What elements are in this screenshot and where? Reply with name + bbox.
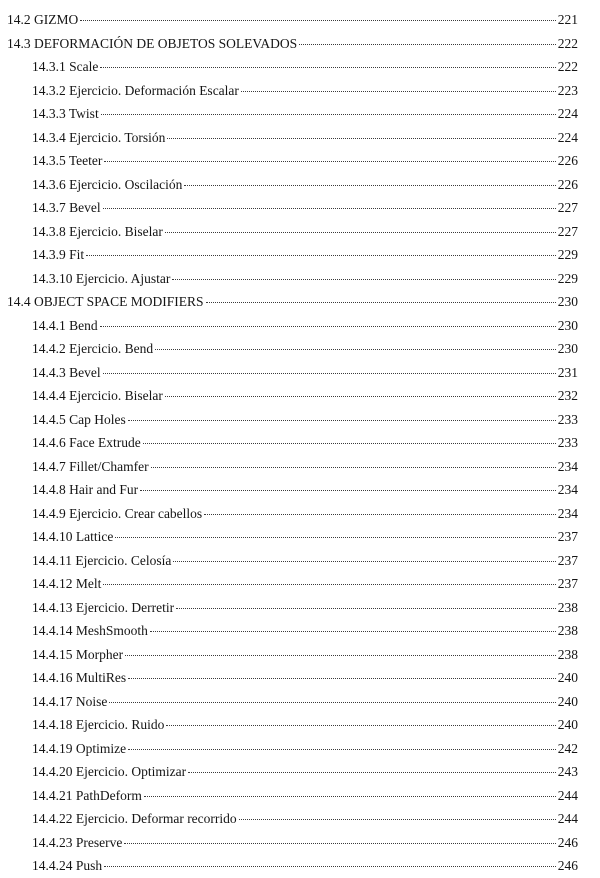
toc-entry-page-number: 240 [557,717,578,732]
dot-leader [128,678,556,679]
toc-entry-page-number: 240 [557,670,578,685]
toc-subsection-entry [0,149,600,173]
toc-entry-page-number: 243 [557,764,578,779]
toc-subsection-entry [0,337,600,361]
toc-entry-page-number: 246 [557,834,578,850]
dot-leader [86,255,556,256]
toc-subsection-entry [0,220,600,244]
toc-entry-page-number: 238 [557,599,578,615]
toc-subsection-entry [0,666,600,690]
toc-entry-title: 14.4 OBJECT SPACE MODIFIERS [7,294,204,309]
toc-subsection-entry [0,854,600,878]
toc-subsection-entry [0,760,600,784]
toc-entry-title: 14.4.24 Push [32,858,103,873]
toc-entry-title: 14.4.10 Lattice [32,529,114,544]
toc-subsection-entry [0,737,600,761]
toc-subsection-entry [0,361,600,385]
dot-leader [109,702,555,703]
toc-entry-title: 14.4.17 Noise [32,693,108,709]
dot-leader [140,490,556,491]
dot-leader [101,114,556,115]
toc-entry-title: 14.4.22 Ejercicio. Deformar recorrido [32,811,237,826]
toc-subsection-entry [0,549,600,573]
toc-entry-title: 14.4.15 Morpher [32,646,124,662]
toc-entry-page-number: 234 [557,458,578,474]
toc-subsection-entry [0,713,600,737]
toc-entry-page-number: 222 [557,35,578,51]
toc-entry-page-number: 221 [557,12,578,27]
dot-leader [125,655,556,656]
toc-subsection-entry [0,408,600,432]
toc-entry-title: 14.3.3 Twist [32,106,99,121]
toc-entry-page-number: 233 [557,435,578,450]
dot-leader [104,866,556,867]
toc-entry-title: 14.4.20 Ejercicio. Optimizar [32,764,187,779]
toc-entry-title: 14.3.4 Ejercicio. Torsión [32,129,166,145]
toc-subsection-entry [0,502,600,526]
dot-leader [173,561,555,562]
dot-leader [172,279,555,280]
toc-section-entry [0,32,600,56]
dot-leader [100,326,556,327]
toc-entry-page-number: 242 [557,740,578,756]
toc-entry-page-number: 224 [557,106,578,121]
toc-entry-title: 14.4.14 MeshSmooth [32,623,148,638]
toc-entry-title: 14.3.5 Teeter [32,153,103,168]
dot-leader [103,584,555,585]
toc-subsection-entry [0,572,600,596]
toc-section-entry [0,8,600,32]
toc-entry-title: 14.4.2 Ejercicio. Bend [32,341,154,356]
toc-entry-title: 14.4.7 Fillet/Chamfer [32,458,149,474]
toc-subsection-entry [0,455,600,479]
dot-leader [299,44,556,45]
toc-subsection-entry [0,619,600,643]
toc-section-entry [0,290,600,314]
toc-entry-page-number: 226 [557,176,578,192]
dot-leader [144,796,556,797]
toc-entry-title: 14.4.1 Bend [32,317,98,333]
dot-leader [167,138,555,139]
toc-entry-title: 14.4.9 Ejercicio. Crear cabellos [32,505,203,521]
toc-entry-page-number: 234 [557,482,578,497]
dot-leader [239,819,556,820]
toc-subsection-entry [0,314,600,338]
toc-entry-title: 14.4.21 PathDeform [32,787,142,803]
dot-leader [151,467,556,468]
toc-subsection-entry [0,102,600,126]
toc-entry-title: 14.4.23 Preserve [32,834,123,850]
toc-entry-page-number: 234 [557,505,578,521]
toc-subsection-entry [0,807,600,831]
dot-leader [165,396,556,397]
toc-entry-page-number: 244 [557,811,578,826]
toc-entry-page-number: 238 [557,623,578,638]
toc-subsection-entry [0,267,600,291]
toc-subsection-entry [0,643,600,667]
dot-leader [124,843,555,844]
toc-entry-page-number: 226 [557,153,578,168]
toc-entry-page-number: 230 [557,341,578,356]
dot-leader [115,537,555,538]
dot-leader [166,725,555,726]
toc-entry-title: 14.3.10 Ejercicio. Ajustar [32,270,171,286]
toc-entry-page-number: 237 [557,576,578,591]
toc-entry-page-number: 237 [557,529,578,544]
toc-entry-page-number: 230 [557,294,578,309]
toc-entry-title: 14.3.1 Scale [32,59,99,74]
toc-entry-page-number: 227 [557,200,578,215]
dot-leader [204,514,556,515]
toc-subsection-entry [0,431,600,455]
dot-leader [128,420,556,421]
toc-entry-page-number: 229 [557,247,578,262]
toc-subsection-entry [0,55,600,79]
dot-leader [150,631,556,632]
dot-leader [241,91,556,92]
toc-subsection-entry [0,831,600,855]
toc-entry-title: 14.4.4 Ejercicio. Biselar [32,388,163,403]
dot-leader [103,373,556,374]
toc-subsection-entry [0,196,600,220]
toc-entry-title: 14.3.6 Ejercicio. Oscilación [32,176,183,192]
dot-leader [184,185,555,186]
toc-subsection-entry [0,79,600,103]
dot-leader [128,749,556,750]
dot-leader [104,161,555,162]
dot-leader [165,232,556,233]
dot-leader [80,20,556,21]
toc-entry-page-number: 237 [557,552,578,568]
toc-subsection-entry [0,384,600,408]
toc-subsection-entry [0,126,600,150]
toc-entry-title: 14.4.3 Bevel [32,364,101,380]
toc-entry-title: 14.4.8 Hair and Fur [32,482,139,497]
toc-entry-title: 14.4.5 Cap Holes [32,411,126,427]
toc-entry-title: 14.4.12 Melt [32,576,102,591]
toc-entry-page-number: 244 [557,787,578,803]
toc-entry-page-number: 232 [557,388,578,403]
dot-leader [103,208,556,209]
dot-leader [100,67,555,68]
dot-leader [143,443,556,444]
toc-entry-title: 14.3.2 Ejercicio. Deformación Escalar [32,82,239,98]
toc-entry-title: 14.3.7 Bevel [32,200,101,215]
toc-entry-title: 14.4.18 Ejercicio. Ruido [32,717,165,732]
toc-entry-page-number: 222 [557,59,578,74]
dot-leader [188,772,556,773]
toc-entry-title: 14.4.19 Optimize [32,740,127,756]
toc-entry-page-number: 233 [557,411,578,427]
toc-entry-page-number: 231 [557,364,578,380]
table-of-contents [0,8,600,878]
toc-entry-title: 14.3.8 Ejercicio. Biselar [32,223,163,239]
toc-entry-title: 14.4.13 Ejercicio. Derretir [32,599,175,615]
toc-entry-title: 14.3.9 Fit [32,247,85,262]
toc-entry-page-number: 227 [557,223,578,239]
toc-entry-page-number: 240 [557,693,578,709]
toc-subsection-entry [0,478,600,502]
toc-entry-title: 14.4.11 Ejercicio. Celosía [32,552,172,568]
toc-subsection-entry [0,243,600,267]
toc-subsection-entry [0,690,600,714]
toc-subsection-entry [0,525,600,549]
toc-entry-page-number: 230 [557,317,578,333]
toc-entry-title: 14.2 GIZMO [7,12,79,27]
dot-leader [155,349,556,350]
toc-entry-page-number: 238 [557,646,578,662]
dot-leader [176,608,556,609]
toc-entry-page-number: 229 [557,270,578,286]
toc-subsection-entry [0,784,600,808]
toc-entry-title: 14.3 DEFORMACIÓN DE OBJETOS SOLEVADOS [7,35,298,51]
toc-entry-page-number: 224 [557,129,578,145]
toc-subsection-entry [0,173,600,197]
toc-entry-page-number: 223 [557,82,578,98]
dot-leader [206,302,556,303]
toc-entry-page-number: 246 [557,858,578,873]
toc-subsection-entry [0,596,600,620]
toc-entry-title: 14.4.6 Face Extrude [32,435,141,450]
toc-entry-title: 14.4.16 MultiRes [32,670,127,685]
